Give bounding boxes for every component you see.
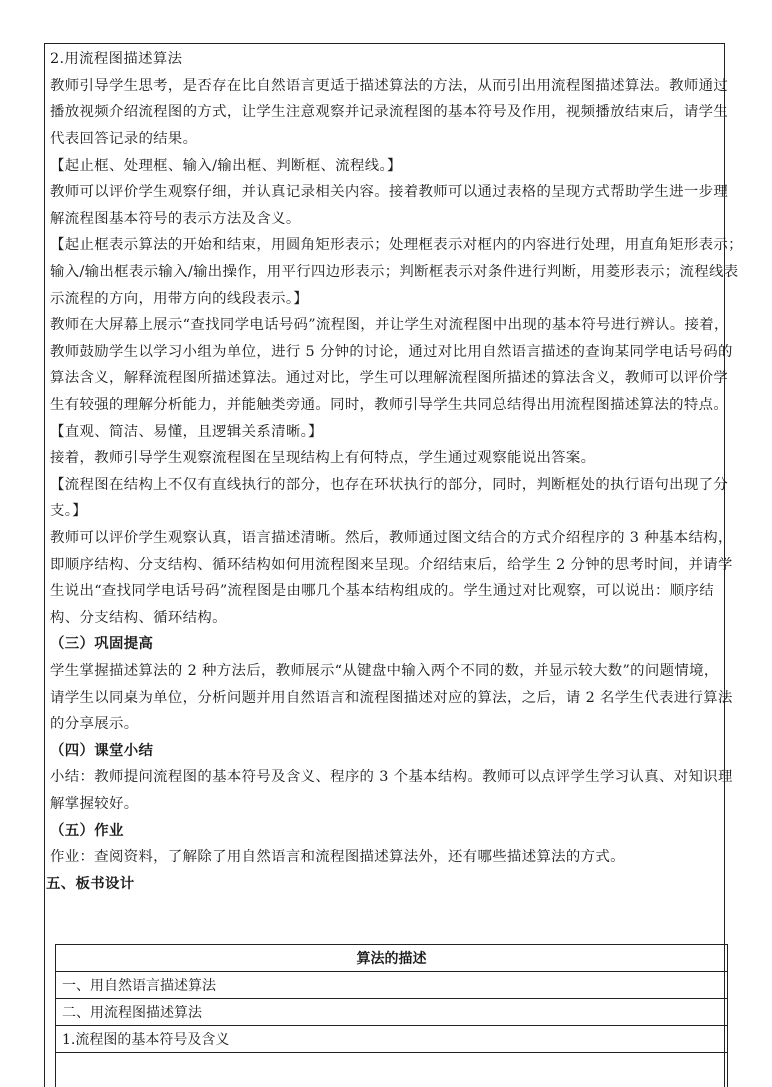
text-line: 生说出“查找同学电话号码”流程图是由哪几个基本结构组成的。学生通过对比观察，可以说出：顺序结 <box>50 583 715 599</box>
text-line: 解流程图基本符号的表示方法及含义。 <box>50 211 301 227</box>
text-line: 作业：查阅资料，了解除了用自然语言和流程图描述算法外，还有哪些描述算法的方式。 <box>50 849 625 865</box>
board-title: 算法的描述 <box>356 951 427 967</box>
text-line: 接着，教师引导学生观察流程图在呈现结构上有何特点，学生通过观察能说出答案。 <box>50 450 596 466</box>
board-row <box>56 972 727 999</box>
text-line: 学生掌握描述算法的 2 种方法后，教师展示“从键盘中输入两个不同的数，并显示较大数”的问题情境， <box>50 663 719 679</box>
text-line: 教师引导学生思考，是否存在比自然语言更适于描述算法的方法，从而引出用流程图描述算法。教师通过 <box>50 78 729 94</box>
board-row <box>56 999 727 1026</box>
text-line: 即顺序结构、分支结构、循环结构如何用流程图来呈现。介绍结束后，给学生 2 分钟的思考时间，并请学 <box>50 557 733 573</box>
text-line: 【直观、简洁、易懂，且逻辑关系清晰。】 <box>50 424 323 440</box>
text-line: 的分享展示。 <box>50 716 139 732</box>
text-line: 构、分支结构、循环结构。 <box>50 610 227 626</box>
text-line: 生有较强的理解分析能力，并能触类旁通。同时，教师引导学生共同总结得出用流程图描述算法的特点。 <box>50 397 729 413</box>
board-row-text: 一、用自然语言描述算法 <box>62 978 216 994</box>
text-line: 【起止框表示算法的开始和结束，用圆角矩形表示；处理框表示对框内的内容进行处理，用直角矩形表示； <box>50 237 743 253</box>
section-heading: （五）作业 <box>50 822 124 839</box>
text-line: 播放视频介绍流程图的方式，让学生注意观察并记录流程图的基本符号及作用，视频播放结束后，请学生 <box>50 104 729 120</box>
section-heading: （四）课堂小结 <box>50 742 154 759</box>
section-heading: （三）巩固提高 <box>50 635 154 652</box>
board-row-text: 1.流程图的基本符号及含义 <box>62 1032 230 1048</box>
text-line: 代表回答记录的结果。 <box>50 131 198 147</box>
text-line: 教师可以评价学生观察仔细，并认真记录相关内容。接着教师可以通过表格的呈现方式帮助学生进一步理 <box>50 184 729 200</box>
text-line: 2.用流程图描述算法 <box>50 51 183 67</box>
text-line: 教师在大屏幕上展示“查找同学电话号码”流程图，并让学生对流程图中出现的基本符号进行辨认。接着， <box>50 317 729 333</box>
text-line: 示流程的方向，用带方向的线段表示。】 <box>50 291 309 307</box>
text-line: 【起止框、处理框、输入/输出框、判断框、流程线。】 <box>50 158 402 174</box>
text-line: 支。】 <box>50 503 88 519</box>
section-heading: 五、板书设计 <box>46 875 135 892</box>
text-line: 教师可以评价学生观察认真，语言描述清晰。然后，教师通过图文结合的方式介绍程序的 3 种基本结构， <box>50 530 733 546</box>
text-line: 解掌握较好。 <box>50 796 139 812</box>
blackboard-design-table <box>55 944 728 1087</box>
board-row <box>56 1026 727 1053</box>
text-line: 算法含义，解释流程图所描述算法。通过对比，学生可以理解流程图所描述的算法含义，教师可以评价学 <box>50 370 729 386</box>
text-line: 小结：教师提问流程图的基本符号及含义、程序的 3 个基本结构。教师可以点评学生学习认真、对知识理 <box>50 769 733 785</box>
board-row-text: 二、用流程图描述算法 <box>62 1005 202 1021</box>
text-line: 教师鼓励学生以学习小组为单位，进行 5 分钟的讨论，通过对比用自然语言描述的查询某同学电话号码的 <box>50 344 733 360</box>
board-title-row <box>56 945 727 972</box>
text-line: 输入/输出框表示输入/输出操作，用平行四边形表示；判断框表示对条件进行判断，用菱形表示；流程线表 <box>50 264 739 280</box>
text-line: 请学生以同桌为单位，分析问题并用自然语言和流程图描述对应的算法，之后，请 2 名学生代表进行算法 <box>50 690 733 706</box>
text-line: 【流程图在结构上不仅有直线执行的部分，也存在环状执行的部分，同时，判断框处的执行语句出现了分 <box>50 477 729 493</box>
